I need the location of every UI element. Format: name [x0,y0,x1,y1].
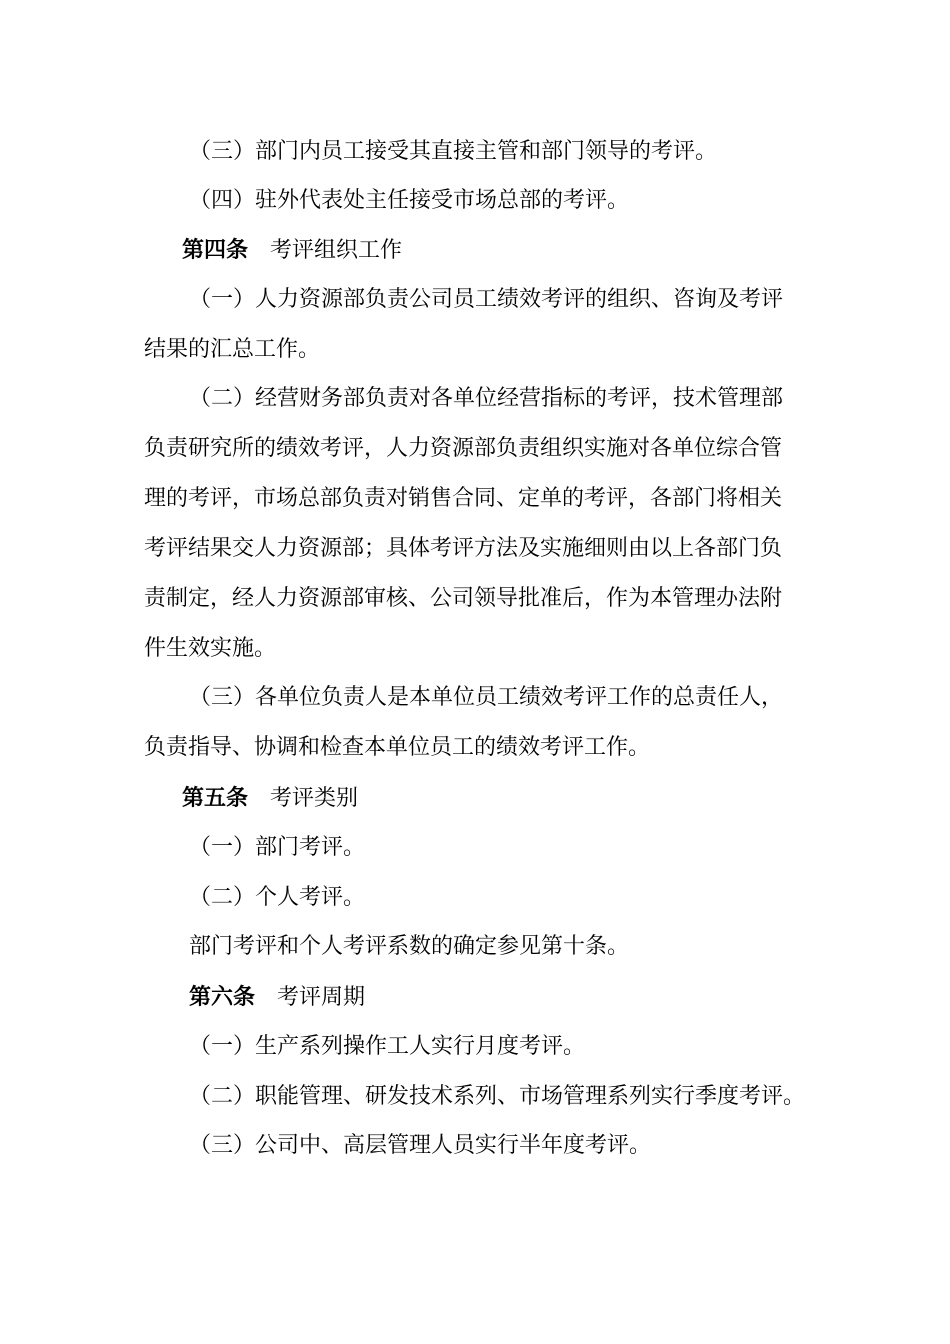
paragraph-line: （二）职能管理、研发技术系列、市场管理系列实行季度考评。 [189,1084,806,1109]
article-title: 考评组织工作 [270,238,403,263]
paragraph-line: 结果的汇总工作。 [144,337,321,362]
article-heading [182,783,358,814]
paragraph-line: （四）驻外代表处主任接受市场总部的考评。 [189,188,630,213]
article-heading [189,982,365,1013]
article-heading [182,235,402,266]
paragraph-line: （二）个人考评。 [189,885,366,910]
paragraph-line: 件生效实施。 [144,636,277,661]
paragraph-line: （三）部门内员工接受其直接主管和部门领导的考评。 [189,139,718,164]
paragraph-line: （二）经营财务部负责对各单位经营指标的考评，技术管理部 [189,386,784,411]
article-number: 第六条 [189,984,256,1010]
paragraph-line: 负责指导、协调和检查本单位员工的绩效考评工作。 [144,735,651,760]
article-number: 第五条 [182,785,249,811]
paragraph-line: （三）公司中、高层管理人员实行半年度考评。 [189,1133,652,1158]
article-title: 考评周期 [277,985,366,1010]
paragraph-line: （三）各单位负责人是本单位员工绩效考评工作的总责任人， [189,685,784,710]
paragraph-line: （一）部门考评。 [189,835,366,860]
paragraph-line: （一）生产系列操作工人实行月度考评。 [189,1034,586,1059]
paragraph-line: 部门考评和个人考评系数的确定参见第十条。 [189,934,630,959]
paragraph-line: 考评结果交人力资源部；具体考评方法及实施细则由以上各部门负 [144,536,783,561]
paragraph-line: （一）人力资源部负责公司员工绩效考评的组织、咨询及考评 [189,287,784,312]
paragraph-line: 负责研究所的绩效考评，人力资源部负责组织实施对各单位综合管 [144,436,783,461]
paragraph-line: 理的考评，市场总部负责对销售合同、定单的考评，各部门将相关 [144,486,783,511]
paragraph-line: 责制定，经人力资源部审核、公司领导批准后，作为本管理办法附 [144,586,783,611]
article-title: 考评类别 [270,786,359,811]
article-number: 第四条 [182,237,249,263]
